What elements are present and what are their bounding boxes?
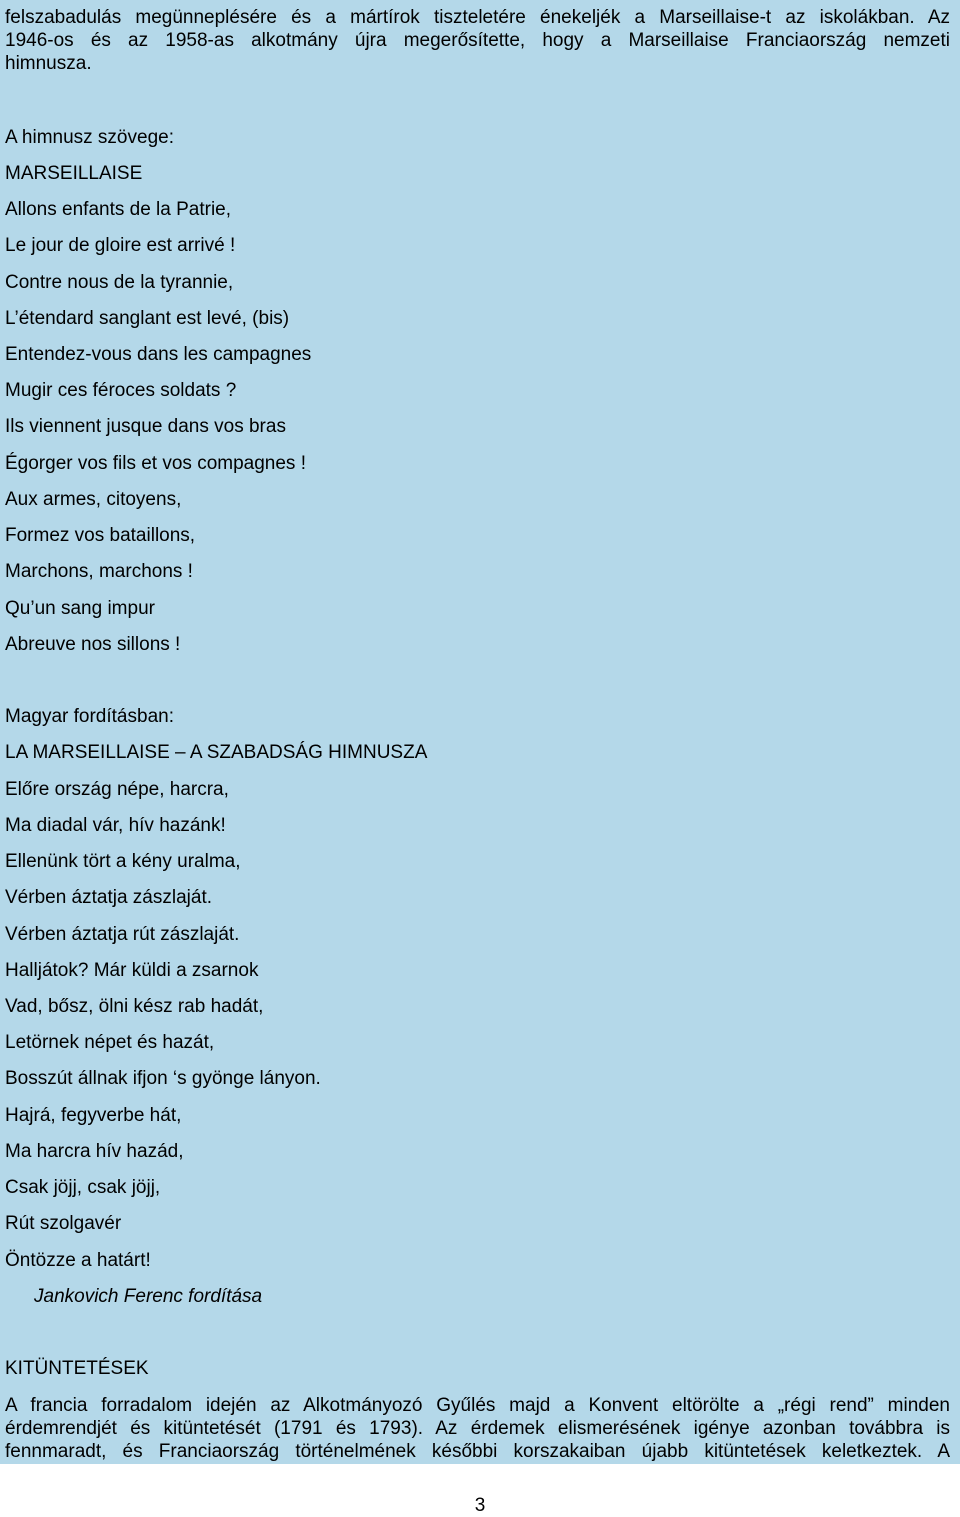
translation-credit: Jankovich Ferenc fordítása <box>34 1286 263 1307</box>
decorations-line-3: fennmaradt, és Franciaország történelmének későbbi korszakaiban újabb kitüntetések keletkeztek. A <box>5 1441 950 1462</box>
translation-line: Bosszút állnak ifjon ‘s gyönge lányon. <box>5 1068 321 1089</box>
translation-line: Ma diadal vár, hív hazánk! <box>5 815 226 836</box>
translation-title: LA MARSEILLAISE – A SZABADSÁG HIMNUSZA <box>5 742 428 763</box>
translation-line: Csak jöjj, csak jöjj, <box>5 1177 161 1198</box>
page-number: 3 <box>474 1495 486 1516</box>
anthem-title: MARSEILLAISE <box>5 163 143 184</box>
anthem-line: Le jour de gloire est arrivé ! <box>5 235 236 256</box>
intro-line-1: felszabadulás megünneplésére és a mártírok tiszteletére énekeljék a Marseillaise-t az iskolákban. Az <box>5 7 950 28</box>
decorations-heading: KITÜNTETÉSEK <box>5 1358 149 1379</box>
anthem-line: Aux armes, citoyens, <box>5 489 182 510</box>
translation-line: Öntözze a határt! <box>5 1250 151 1271</box>
translation-line: Rút szolgavér <box>5 1213 122 1234</box>
intro-line-2: 1946-os és az 1958-as alkotmány újra megerősítette, hogy a Marseillaise Franciaország nemzeti <box>5 30 950 51</box>
decorations-line-1: A francia forradalom idején az Alkotmányozó Gyűlés majd a Konvent eltörölte a „régi rend” minden <box>5 1395 950 1416</box>
translation-heading: Magyar fordításban: <box>5 706 174 727</box>
translation-line: Előre ország népe, harcra, <box>5 779 229 800</box>
anthem-line: Ils viennent jusque dans vos bras <box>5 416 286 437</box>
translation-line: Vérben áztatja rút zászlaját. <box>5 924 240 945</box>
anthem-line: Marchons, marchons ! <box>5 561 193 582</box>
translation-line: Vérben áztatja zászlaját. <box>5 887 213 908</box>
translation-line: Hajrá, fegyverbe hát, <box>5 1105 182 1126</box>
anthem-line: Formez vos bataillons, <box>5 525 196 546</box>
anthem-line: Abreuve nos sillons ! <box>5 634 181 655</box>
translation-line: Ma harcra hív hazád, <box>5 1141 184 1162</box>
translation-line: Ellenünk tört a kény uralma, <box>5 851 241 872</box>
anthem-line: L’étendard sanglant est levé, (bis) <box>5 308 290 329</box>
anthem-line: Entendez-vous dans les campagnes <box>5 344 312 365</box>
translation-line: Vad, bősz, ölni kész rab hadát, <box>5 996 264 1017</box>
anthem-heading: A himnusz szövege: <box>5 127 174 148</box>
translation-line: Halljátok? Már küldi a zsarnok <box>5 960 259 981</box>
anthem-line: Qu’un sang impur <box>5 598 155 619</box>
translation-line: Letörnek népet és hazát, <box>5 1032 215 1053</box>
anthem-line: Allons enfants de la Patrie, <box>5 199 232 220</box>
decorations-line-2: érdemrendjét és kitüntetését (1791 és 1793). Az érdemek elismerésének igénye azonban továbbra is <box>5 1418 950 1439</box>
anthem-line: Mugir ces féroces soldats ? <box>5 380 237 401</box>
anthem-line: Égorger vos fils et vos compagnes ! <box>5 453 306 474</box>
intro-line-3: himnusza. <box>5 53 92 74</box>
anthem-line: Contre nous de la tyrannie, <box>5 272 234 293</box>
